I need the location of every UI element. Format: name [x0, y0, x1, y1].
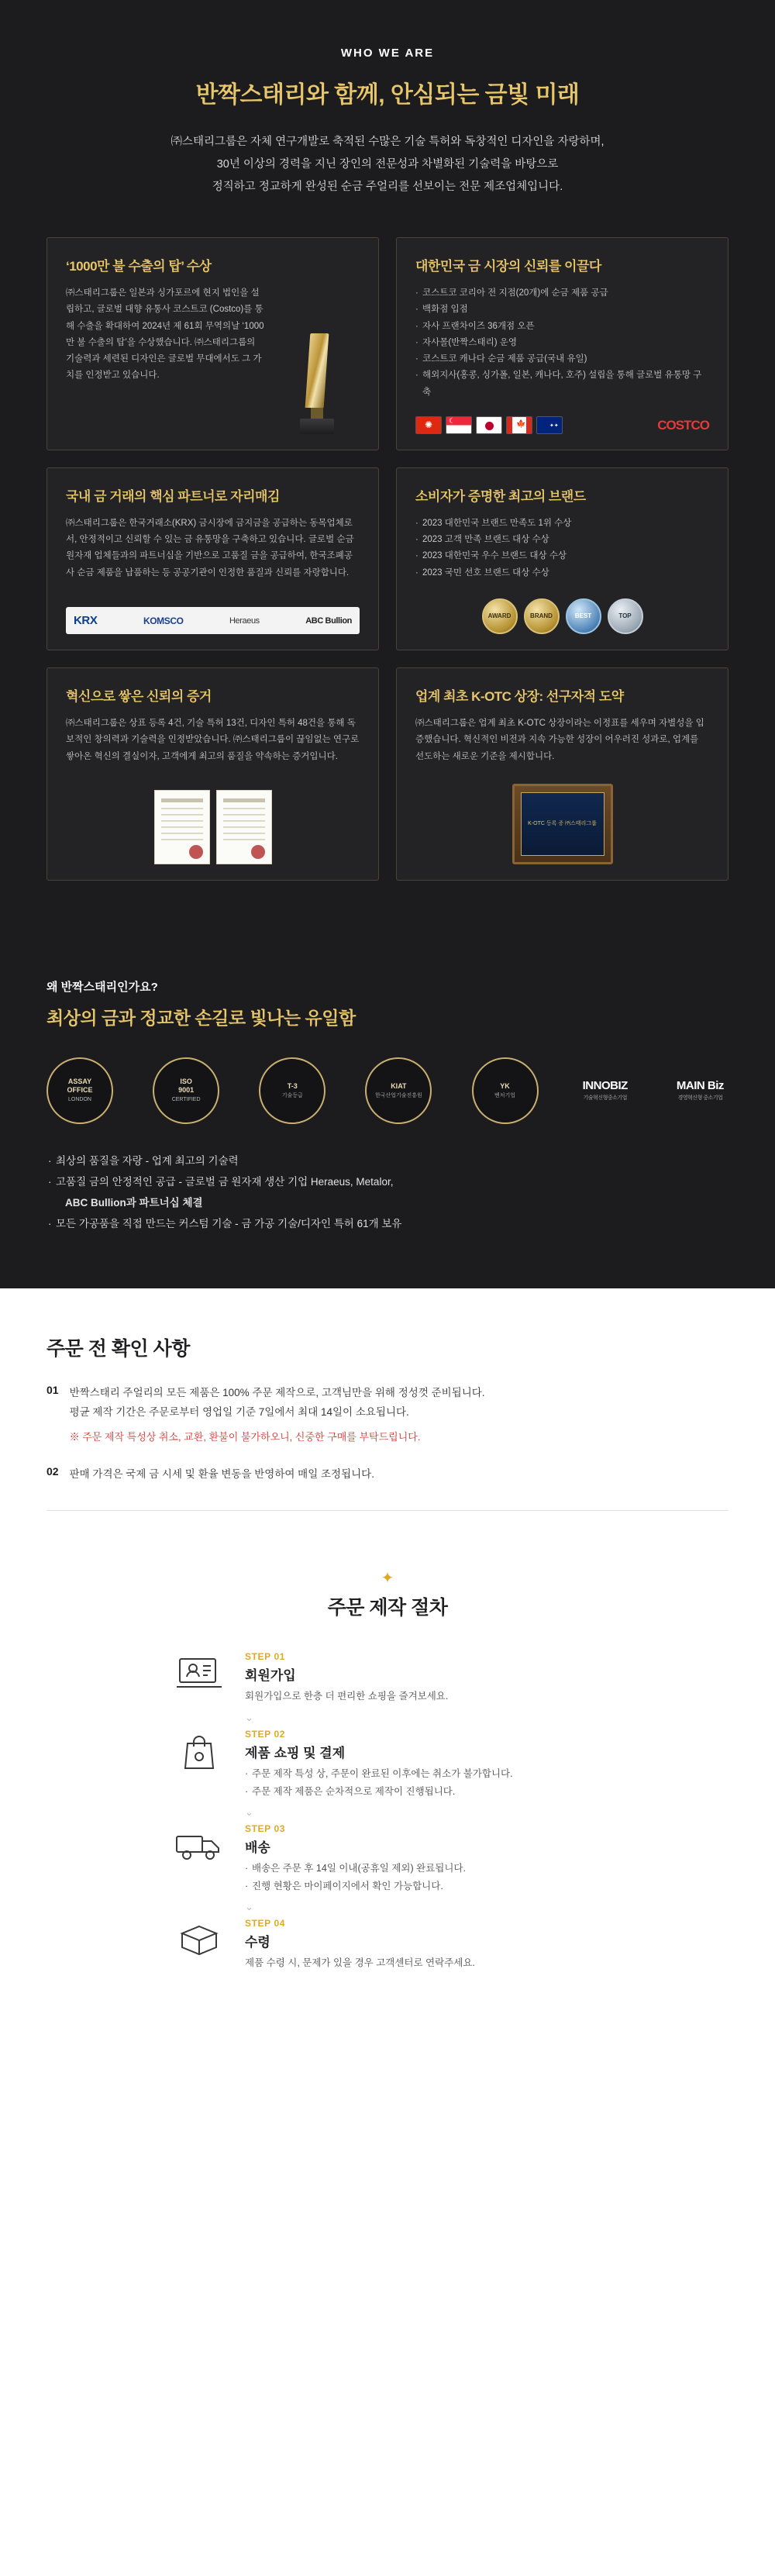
list-item: · 코스트코 캐나다 순금 제품 공급(국내 유일) [415, 351, 709, 367]
hero-description [46, 131, 728, 198]
assay-office-badge-icon: ASSAY OFFICE LONDON [46, 1057, 113, 1124]
list-item: ABC Bullion과 파트너십 체결 [65, 1196, 203, 1209]
who-we-are-section [0, 0, 775, 935]
notice-number: 02 [46, 1464, 59, 1478]
page-title: 반짝스태리와 함께, 안심되는 금빛 미래 [195, 82, 580, 109]
list-item: · 자사 프랜차이즈 36개점 오픈 [415, 319, 709, 335]
list-item: · 모든 가공품을 직접 만드는 커스텀 기술 - 금 가공 기술/디자인 특허 61개 보유 [46, 1213, 728, 1234]
card-title: 대한민국 금 시장의 신뢰를 이끌다 [415, 259, 601, 274]
country-flags [415, 416, 563, 434]
process-section [0, 1534, 775, 2023]
why-facts-list [46, 1150, 728, 1234]
process-title: 주문 제작 절차 [327, 1597, 448, 1619]
process-step-3 [170, 1819, 604, 1900]
card-title: 소비자가 증명한 최고의 브랜드 [415, 488, 586, 504]
step-description: 회원가입으로 한층 더 편리한 쇼핑을 즐겨보세요. [245, 1691, 449, 1702]
why-section [0, 935, 775, 1288]
step-label: STEP 04 [245, 1918, 286, 1929]
card-title: ‘1000만 불 수출의 탑’ 수상 [66, 259, 212, 274]
list-item: · 백화점 입점 [415, 302, 709, 318]
card-text: ㈜스태리그룹은 일본과 싱가포르에 현지 법인을 설립하고, 글로벌 대향 유통사 코스트코 (Costco)를 통해 수출을 확대하여 2024년 제 61회 무역의날 ‘1000만 불 수출의 탑’을 수상했습니다. ㈜스태리그룹의 기술력과 세련된 디자인은 글로벌 무대에서도 그 가치를 인정받고 있습니다. [66, 288, 264, 381]
list-item: · 2023 대한민국 브랜드 만족도 1위 수상 [415, 516, 709, 532]
step-title: 배송 [245, 1840, 270, 1855]
signup-icon [170, 1651, 228, 1696]
trophy-icon [274, 285, 360, 434]
hero-description-line-3: 정직하고 정교하게 완성된 순금 주얼리를 선보이는 전문 제조업체입니다. [212, 181, 563, 194]
award-medal-icon: BRAND [524, 598, 560, 634]
notice-line: 평균 제작 기간은 주문로부터 영업일 기준 7일에서 최대 14일이 소요됩니다. [69, 1406, 409, 1419]
komsco-logo: KOMSCO [143, 615, 184, 626]
step-title: 회원가입 [245, 1668, 296, 1684]
iso-badge-icon: ISO 9001 CERTIFIED [153, 1057, 219, 1124]
list-item: · 최상의 품질을 자랑 - 업계 최고의 기술력 [46, 1150, 728, 1171]
chevron-down-icon: ⌄ [245, 1805, 253, 1818]
step-description [245, 1860, 466, 1895]
notice-number: 01 [46, 1383, 59, 1396]
venture-badge-icon: YK 벤처기업 [472, 1057, 539, 1124]
card-core-partner [46, 467, 379, 650]
flag-canada-icon [506, 416, 532, 434]
step-description: 제품 수령 시, 문제가 있을 경우 고객센터로 연락주세요. [245, 1957, 475, 1969]
hero-description-line-2: 30년 이상의 경력을 지닌 장인의 전문성과 차별화된 기술력을 바탕으로 [216, 158, 559, 171]
card-innovation-trust [46, 667, 379, 881]
plaque-icon [512, 784, 613, 864]
card-text: ㈜스태리그룹은 업계 최초 K-OTC 상장이라는 이정표를 세우며 자별성을 입증했습니다. 혁신적인 비전과 지속 가능한 성장이 어우러진 성과로, 업계를 선도하는 새로운 기준을 제시합니다. [415, 719, 704, 761]
card-text: ㈜스태리그룹은 한국거래소(KRX) 금시장에 금지금을 공급하는 동목업체로서, 안정적이고 신뢰할 수 있는 금 유통망을 구축하고 있습니다. 글로벌 순금 원자재 업체들과의 파트너십을 기반으로 고품질 금을 공급하여, 한국조폐공사 순금 제품을 납품하는 등 공공기관이 인정한 품질과 신뢰를 자랑합니다. [66, 518, 354, 578]
card-kotc-listing [396, 667, 728, 881]
sparkle-icon: ✦ [381, 1570, 394, 1588]
list-item: · 코스트코 코리아 전 지점(20개)에 순금 제품 공급 [415, 285, 709, 302]
card-best-brand [396, 467, 728, 650]
notice-item [46, 1383, 728, 1447]
achievement-card-grid [46, 237, 728, 881]
card-title: 국내 금 거래의 핵심 파트너로 자리매김 [66, 488, 280, 504]
list-item: · 진행 현황은 마이페이지에서 확인 가능합니다. [245, 1878, 466, 1895]
process-step-1 [170, 1647, 604, 1710]
mainbiz-badge-icon: MAIN Biz 경영혁신형 중소기업 [676, 1079, 724, 1102]
award-medal-icon: AWARD [482, 598, 518, 634]
certificate-icon [154, 790, 210, 864]
notice-body [70, 1383, 485, 1447]
step-title: 제품 쇼핑 및 결제 [245, 1745, 346, 1760]
heraeus-logo: Heraeus [229, 616, 260, 626]
why-kicker: 왜 반짝스태리인가요? [46, 980, 158, 994]
notice-body [70, 1464, 374, 1485]
why-title: 최상의 금과 정교한 손길로 빛나는 유일함 [46, 1007, 356, 1028]
section-divider [46, 1510, 728, 1511]
notice-item [46, 1464, 728, 1485]
t3-badge-icon: T-3 기술등급 [259, 1057, 326, 1124]
card-text: ㈜스태리그룹은 상표 등록 4건, 기술 특허 13건, 디자인 특허 48건을 통해 독보적인 창의력과 기술력을 인정받았습니다. ㈜스태리그룹이 끊임없는 연구로 쌓아온 혁신의 결실이자, 고객에게 최고의 품질을 약속하는 증거입니다. [66, 719, 360, 761]
step-label: STEP 01 [245, 1651, 286, 1663]
list-item: · 2023 고객 만족 브랜드 대상 수상 [415, 532, 709, 548]
shopping-bag-icon [170, 1729, 228, 1774]
certification-badge-row [46, 1057, 728, 1124]
box-icon [170, 1918, 228, 1963]
certificate-icon [216, 790, 272, 864]
abc-bullion-logo: ABC Bullion [305, 616, 352, 626]
truck-icon [170, 1823, 228, 1868]
notice-title: 주문 전 확인 사항 [46, 1337, 190, 1360]
award-medal-icon: TOP [608, 598, 643, 634]
hero-description-line-1: ㈜스태리그룹은 자체 연구개발로 축적된 수많은 기술 특허와 독창적인 디자인을 자랑하며, [170, 136, 604, 149]
kiat-badge-icon: KIAT 한국산업기술진흥원 [365, 1057, 432, 1124]
card-title: 혁신으로 쌓은 신뢰의 증거 [66, 689, 212, 705]
list-item: · 주문 제작 제품은 순차적으로 제작이 진행됩니다. [245, 1783, 513, 1801]
plaque-text: K-OTC 등록 증 ㈜스태리그룹 [521, 792, 604, 856]
notice-line: 판매 가격은 국제 금 시세 및 환율 변동을 반영하여 매일 조정됩니다. [69, 1467, 374, 1480]
flag-singapore-icon [446, 416, 472, 434]
step-label: STEP 03 [245, 1823, 286, 1834]
card-text [415, 516, 709, 581]
process-step-list [170, 1647, 604, 1977]
process-step-2 [170, 1724, 604, 1805]
list-item: · 자사몰(반짝스태리) 운영 [415, 335, 709, 351]
card-gold-market-trust [396, 237, 728, 450]
list-item: · 해외지사(홍콩, 싱가폴, 일본, 캐나다, 호주) 설립을 통해 글로벌 유통망 구축 [415, 367, 709, 401]
flag-japan-icon [476, 416, 502, 434]
card-title: 업계 최초 K-OTC 상장: 선구자적 도약 [415, 689, 624, 705]
costco-logo: COSTCO [657, 418, 709, 433]
notice-warning: ※ 주문 제작 특성상 취소, 교환, 환불이 불가하오니, 신중한 구매를 부탁드립니다. [69, 1431, 421, 1443]
award-medals [415, 598, 709, 634]
list-item: · 배송은 주문 후 14일 이내(공휴일 제외) 완료됩니다. [245, 1860, 466, 1878]
flag-hongkong-icon [415, 416, 442, 434]
card-text [415, 285, 709, 401]
krx-logo: KRX [74, 614, 98, 628]
notice-section [0, 1288, 775, 1535]
step-label: STEP 02 [245, 1728, 286, 1740]
section-eyebrow: WHO WE ARE [340, 47, 435, 60]
innobiz-badge-icon: INNOBIZ 기술혁신형중소기업 [582, 1079, 628, 1102]
card-export-tower [46, 237, 379, 450]
chevron-down-icon: ⌄ [245, 1901, 253, 1913]
list-item: · 2023 국민 선호 브랜드 대상 수상 [415, 565, 709, 581]
step-title: 수령 [245, 1935, 270, 1950]
list-item: · 주문 제작 특성 상, 주문이 완료된 이후에는 취소가 불가합니다. [245, 1765, 513, 1783]
flag-australia-icon [536, 416, 563, 434]
chevron-down-icon: ⌄ [245, 1711, 253, 1723]
notice-line: 반짝스태리 주얼리의 모든 제품은 100% 주문 제작으로, 고객님만을 위해 정성껏 준비됩니다. [69, 1386, 485, 1398]
list-item: · 2023 대한민국 우수 브랜드 대상 수상 [415, 548, 709, 564]
certificates-icon [66, 790, 360, 864]
process-step-4 [170, 1913, 604, 1977]
list-item: · 고품질 금의 안정적인 공급 - 글로벌 금 원자재 생산 기업 Heraeus, Metalor, [46, 1171, 728, 1192]
award-medal-icon: BEST [566, 598, 601, 634]
partner-logo-row [66, 607, 360, 634]
step-description [245, 1765, 513, 1801]
